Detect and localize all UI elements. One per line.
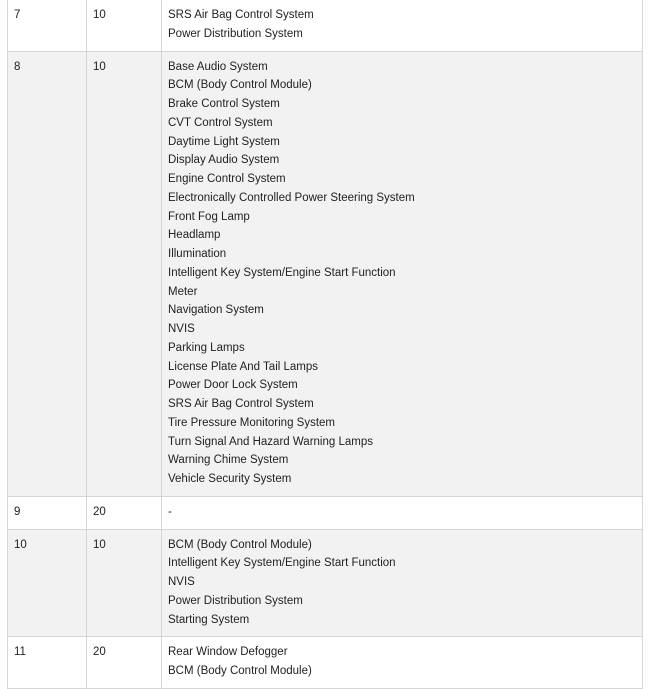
circuit-item: Power Distribution System xyxy=(168,594,303,607)
circuit-item: Meter xyxy=(168,285,198,298)
circuit-item: Base Audio System xyxy=(168,60,268,73)
table-row xyxy=(8,496,643,529)
table-row xyxy=(8,0,643,51)
circuit-item: CVT Control System xyxy=(168,116,273,129)
fuse-amperage-cell: 10 xyxy=(87,51,162,496)
circuit-item: Turn Signal And Hazard Warning Lamps xyxy=(168,435,373,448)
circuit-item: Starting System xyxy=(168,613,250,626)
circuit-item: Engine Control System xyxy=(168,173,286,185)
circuit-item: Power Door Lock System xyxy=(168,379,298,392)
circuit-item: Headlamp xyxy=(168,229,221,242)
circuit-item: Front Fog Lamp xyxy=(168,210,250,223)
circuit-item: Warning Chime System xyxy=(168,454,289,467)
circuit-item: Display Audio System xyxy=(168,154,280,167)
circuit-item: Rear Window Defogger xyxy=(168,646,288,659)
fuse-number-cell: 8 xyxy=(8,51,87,496)
circuit-item: Electronically Controlled Power Steering System xyxy=(168,191,415,204)
circuit-item: Daytime Light System xyxy=(168,135,280,148)
circuit-item: Intelligent Key System/Engine Start Function xyxy=(168,557,396,570)
circuit-item: - xyxy=(168,505,172,518)
circuit-item: NVIS xyxy=(168,323,195,335)
fuse-number-cell: 9 xyxy=(8,496,87,529)
fuse-amperage-cell: 10 xyxy=(87,0,162,51)
fuse-number-cell: 11 xyxy=(8,637,87,689)
circuit-item: BCM (Body Control Module) xyxy=(168,665,312,677)
circuit-item: Power Distribution System xyxy=(168,27,303,40)
fuse-table xyxy=(7,0,643,689)
circuit-item: Vehicle Security System xyxy=(168,473,292,485)
fuse-number-cell: 10 xyxy=(8,529,87,637)
fuse-table-body xyxy=(8,0,643,688)
table-row xyxy=(8,529,643,637)
circuit-item: Navigation System xyxy=(168,304,264,317)
protected-circuits-cell xyxy=(162,496,643,529)
fuse-amperage-cell: 20 xyxy=(87,637,162,689)
fuse-amperage-cell: 20 xyxy=(87,496,162,529)
circuit-item: Tire Pressure Monitoring System xyxy=(168,416,336,429)
fuse-number-cell: 7 xyxy=(8,0,87,51)
circuit-item: SRS Air Bag Control System xyxy=(168,9,314,21)
protected-circuits-cell xyxy=(162,0,643,51)
circuit-item: NVIS xyxy=(168,576,195,588)
circuit-item: License Plate And Tail Lamps xyxy=(168,360,319,373)
fuse-amperage-cell: 10 xyxy=(87,529,162,637)
table-row xyxy=(8,637,643,689)
circuit-item: BCM (Body Control Module) xyxy=(168,538,312,551)
circuit-item: Illumination xyxy=(168,248,227,260)
protected-circuits-cell xyxy=(162,51,643,496)
circuit-item: SRS Air Bag Control System xyxy=(168,398,314,410)
table-row xyxy=(8,51,643,496)
protected-circuits-cell xyxy=(162,529,643,637)
protected-circuits-cell xyxy=(162,637,643,689)
circuit-item: Brake Control System xyxy=(168,98,280,110)
circuit-item: Parking Lamps xyxy=(168,341,245,354)
circuit-item: Intelligent Key System/Engine Start Function xyxy=(168,266,396,279)
circuit-item: BCM (Body Control Module) xyxy=(168,79,312,92)
